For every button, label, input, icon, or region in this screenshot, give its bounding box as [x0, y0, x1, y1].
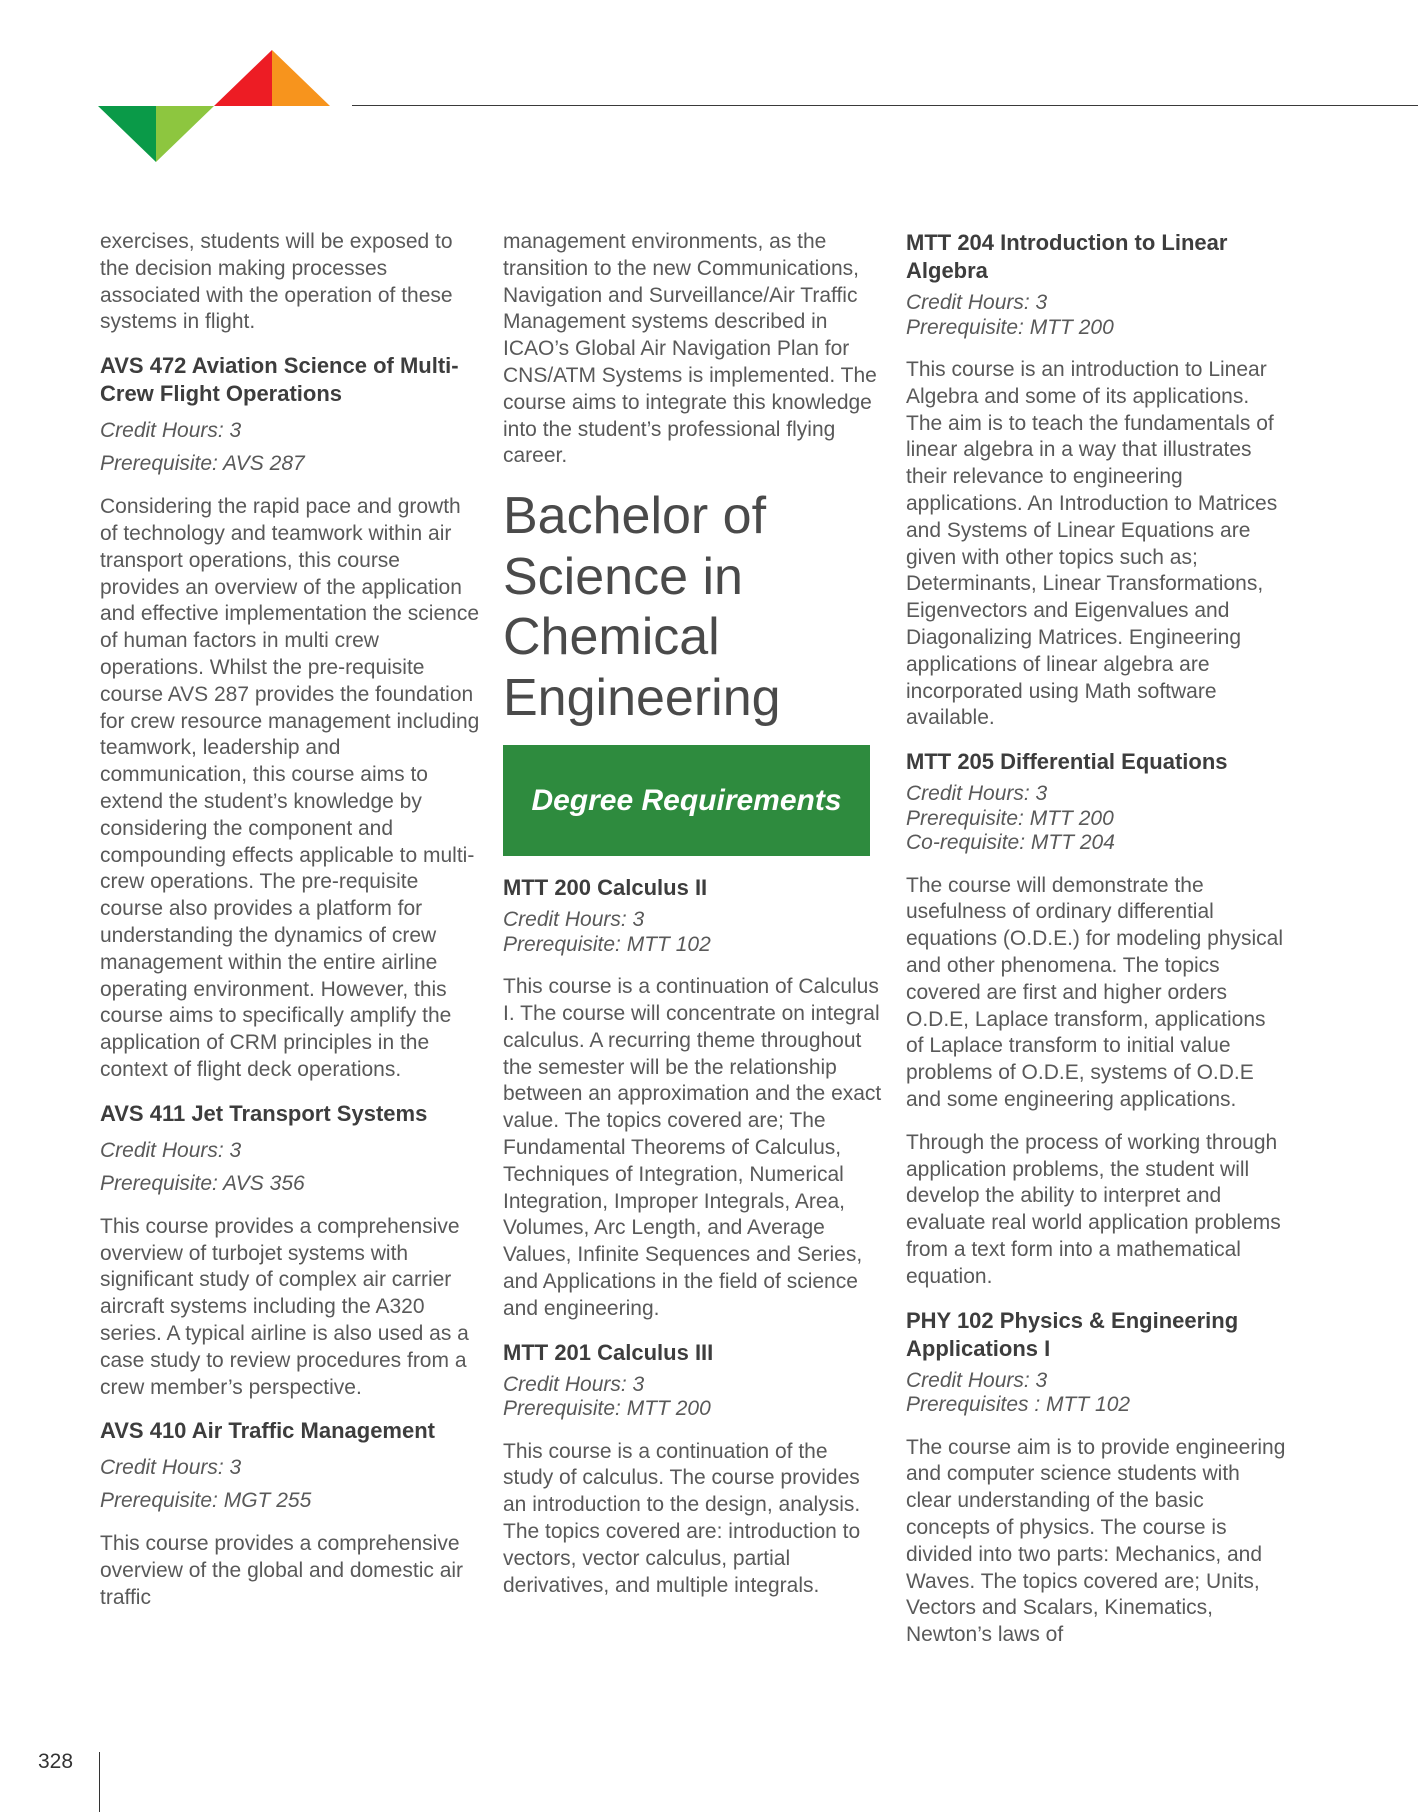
course-description: This course is a continuation of Calculus I. The course will concentrate on integral calculus. A recurring theme throughout the semester will be the relationship between an approximation and the exact value. The topics covered are; The Fundamental Theorems of Calculus, Techniques of Integration, Numerical Integration, Improper Integrals, Area, Volumes, Arc Length, and Average Values, Infinite Sequences and Series, and Applications in the field of science and engineering. [503, 975, 882, 1320]
logo-red-triangle [214, 50, 272, 106]
column-1 [100, 229, 480, 1628]
course-description: The course aim is to provide engineering and computer science students with clear understanding of the basic concepts of physics. The course is divided into two parts: Mechanics, and Waves. The topics covered are; Units, Vectors and Scalars, Kinematics, Newton’s laws of [906, 1435, 1286, 1647]
course-meta [100, 414, 480, 480]
course-meta [906, 1369, 1286, 1418]
course-meta [906, 782, 1286, 856]
course-title: MTT 200 Calculus II [503, 875, 708, 901]
credit-hours: Credit Hours: 3 [100, 1456, 242, 1480]
course-meta [503, 908, 883, 957]
credit-hours: Credit Hours: 3 [100, 1138, 242, 1162]
course-title: MTT 204 Introduction to Linear Algebra [906, 230, 1228, 283]
column-3 [906, 229, 1286, 1665]
program-title: Bachelor of Science in Chemical Engineering [503, 487, 781, 727]
prerequisite: Prerequisite: AVS 287 [100, 452, 305, 476]
prerequisite: Prerequisites : MTT 102 [906, 1393, 1131, 1417]
prerequisite: Prerequisite: MTT 200 [503, 1397, 711, 1421]
course-description: This course is an introduction to Linear Algebra and some of its applications. The aim is to teach the fundamentals of linear algebra in a way that illustrates their relevance to engineering applications. An Introduction to Matrices and Systems of Linear Equations are given with other topics such as; Determinants, Linear Transformations, Eigenvectors and Eigenvalues and Diagonalizing Matrices. Engineering applications of linear algebra are incorporated using Math software available. [906, 358, 1278, 730]
logo-light-green-triangle [156, 106, 214, 162]
course-meta [906, 291, 1286, 340]
credit-hours: Credit Hours: 3 [503, 908, 645, 932]
logo-triangles [98, 50, 334, 162]
header-rule [352, 105, 1418, 106]
logo-orange-triangle [272, 50, 330, 106]
credit-hours: Credit Hours: 3 [906, 291, 1048, 314]
credit-hours: Credit Hours: 3 [503, 1372, 645, 1396]
course-description: The course will demonstrate the usefulness of ordinary differential equations (O.D.E.) for modeling physical and other phenomena. The topics covered are first and higher orders O.D.E, Laplace transform, applications of Laplace transform to initial value problems of O.D.E, systems of O.D.E and some engineering applications. [906, 873, 1284, 1112]
course-title: MTT 205 Differential Equations [906, 749, 1228, 775]
course-title: PHY 102 Physics & Engineering Applications I [906, 1307, 1239, 1361]
course-meta [100, 1451, 480, 1517]
prerequisite: Prerequisite: MGT 255 [100, 1489, 312, 1513]
course-title: MTT 201 Calculus III [503, 1339, 714, 1365]
credit-hours: Credit Hours: 3 [906, 782, 1048, 806]
continued-paragraph: management environments, as the transition to the new Communications, Navigation and Surveillance/Air Traffic Management systems described in ICAO’s Global Air Navigation Plan for CNS/ATM Systems is implemented. The course aims to integrate this knowledge into the student’s professional flying career. [503, 230, 877, 468]
column-2 [503, 229, 883, 1615]
course-description: This course provides a comprehensive overview of the global and domestic air traffic [100, 1532, 464, 1609]
course-title: AVS 472 Aviation Science of Multi-Crew Flight Operations [100, 353, 459, 407]
course-title: AVS 410 Air Traffic Management [100, 1418, 435, 1444]
course-meta [100, 1134, 480, 1200]
section-label: Degree Requirements [531, 783, 842, 817]
credit-hours: Credit Hours: 3 [100, 419, 242, 443]
course-description: Through the process of working through application problems, the student will develop the ability to interpret and evaluate real world application problems from a text form into a mathematical equation. [906, 1130, 1281, 1288]
footer-rule [99, 1752, 100, 1812]
continued-paragraph: exercises, students will be exposed to the decision making processes associated with the operation of these systems in flight. [100, 230, 453, 334]
course-title: AVS 411 Jet Transport Systems [100, 1100, 428, 1126]
corequisite: Co-requisite: MTT 204 [906, 831, 1115, 855]
course-description: This course provides a comprehensive overview of turbojet systems with significant study of complex air carrier aircraft systems including the A320 series. A typical airline is also used as a case study to review procedures from a crew member’s perspective. [100, 1214, 469, 1399]
course-description: This course is a continuation of the study of calculus. The course provides an introduction to the design, analysis. The topics covered are: introduction to vectors, vector calculus, partial derivatives, and multiple integrals. [503, 1439, 861, 1597]
course-description: Considering the rapid pace and growth of technology and teamwork within air transport operations, this course provides an overview of the application and effective implementation the science of human factors in multi crew operations. Whilst the pre-requisite course AVS 287 provides the foundation for crew resource management including teamwork, leadership and communication, this course aims to extend the student’s knowledge by considering the component and compounding effects applicable to multi-crew operations. The pre-requisite course also provides a platform for understanding the dynamics of crew management within the entire airline operating environment. However, this course aims to specifically amplify the application of CRM principles in the context of flight deck operations. [100, 495, 480, 1081]
degree-requirements-banner [503, 745, 870, 856]
prerequisite: Prerequisite: MTT 200 [906, 806, 1114, 830]
page-number: 328 [38, 1750, 74, 1773]
prerequisite: Prerequisite: MTT 200 [906, 315, 1114, 339]
credit-hours: Credit Hours: 3 [906, 1368, 1048, 1392]
prerequisite: Prerequisite: MTT 102 [503, 932, 711, 956]
course-meta [503, 1373, 883, 1422]
prerequisite: Prerequisite: AVS 356 [100, 1171, 305, 1195]
logo-dark-green-triangle [98, 106, 156, 162]
